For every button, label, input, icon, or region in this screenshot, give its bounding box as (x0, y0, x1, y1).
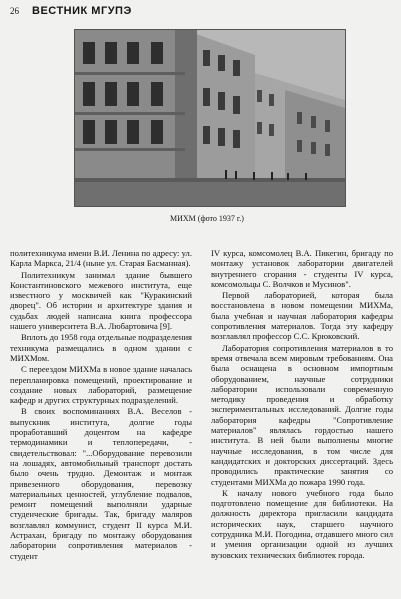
building-photo (74, 29, 346, 207)
paragraph: С переездом МИХМа в новое здание началась перепланировка помещений, проектирование и создание новых лабораторий, размещение кафедр и других структурных подразделений. (10, 364, 192, 406)
paragraph: Политехникум занимал здание бывшего Константиновского межевого института, еще известного у москвичей как "Куракинский дворец". Об истории и архитектуре здания и судьбах людей написана книга профессора нашего университета В.А. Любартовича [9]. (10, 269, 192, 332)
paragraph: IV курса, комсомолец В.А. Пикегин, бригаду по монтажу установок лаборатории двигателей внутреннего сгорания - студенты IV курса, комсомольцы С. Волчков и Мусинов". (211, 248, 393, 289)
paragraph: Лаборатория сопротивления материалов в то время отвечала всем мировым требованиям. Она была оснащена в основном импортным оборудованием, научные сотрудники лаборатории использовали современную методику проведения и обработку экспериментальных исследований. Долгие годы лаборатория кафедры "Сопротивление материалов" являлась гордостью нашего института. В ней были выполнены многие научные исследования, в том числе для кандидатских и докторских диссертаций. Здесь проводились практические занятия со студентами МИХМа до пожара 1990 года. (211, 342, 393, 487)
paragraph: Первой лабораторией, которая была восстановлена в новом помещении МИХМа, была учебная и научная лаборатория кафедры сопротивления материалов. Тогда эту кафедру возглавлял профессор С.С. Крюковский. (211, 290, 393, 342)
photo-caption: МИХМ (фото 1937 г.) (170, 214, 244, 223)
page-header (10, 5, 391, 21)
paragraph: К началу нового учебного года было подготовлено помещение для библиотеки. На должность директора пригласили кандидата исторических наук, старшего научного сотрудника М.И. Погодина, отдавшего много сил и умения организации одной из лучших вузовских технических библиотек города. (211, 487, 393, 560)
building-illustration (75, 30, 345, 206)
journal-title: ВЕСТНИК МГУПЭ (32, 5, 132, 17)
page-number: 26 (10, 6, 19, 16)
left-column (10, 248, 192, 562)
paragraph: Вплоть до 1958 года отдельные подразделения техникума размещались в одном здании с МИХМом. (10, 332, 192, 363)
right-column (211, 248, 393, 561)
paragraph: В своих воспоминаниях В.А. Веселов - выпускник института, долгие годы проработавший доцентом на кафедре термодинамики и теплопередачи, - свидетельствовал: "...Оборудование перевозили на лошадях, автомобильный транспорт достать было очень трудно. Демонтаж и монтаж привезенного оборудования, перевозку материальных ценностей, углубление подвалов, ремонт помещений выполняли ударные студенческие бригады. Так, бригаду маляров возглавлял коммунист, студент II курса М.И. Астрахан, бригаду по монтажу оборудования лаборатории сопротивления материалов - студент (10, 406, 192, 561)
paragraph: политехникума имени В.И. Ленина по адресу: ул. Карла Маркса, 21/4 (ныне ул. Старая Басманная). (10, 248, 192, 269)
